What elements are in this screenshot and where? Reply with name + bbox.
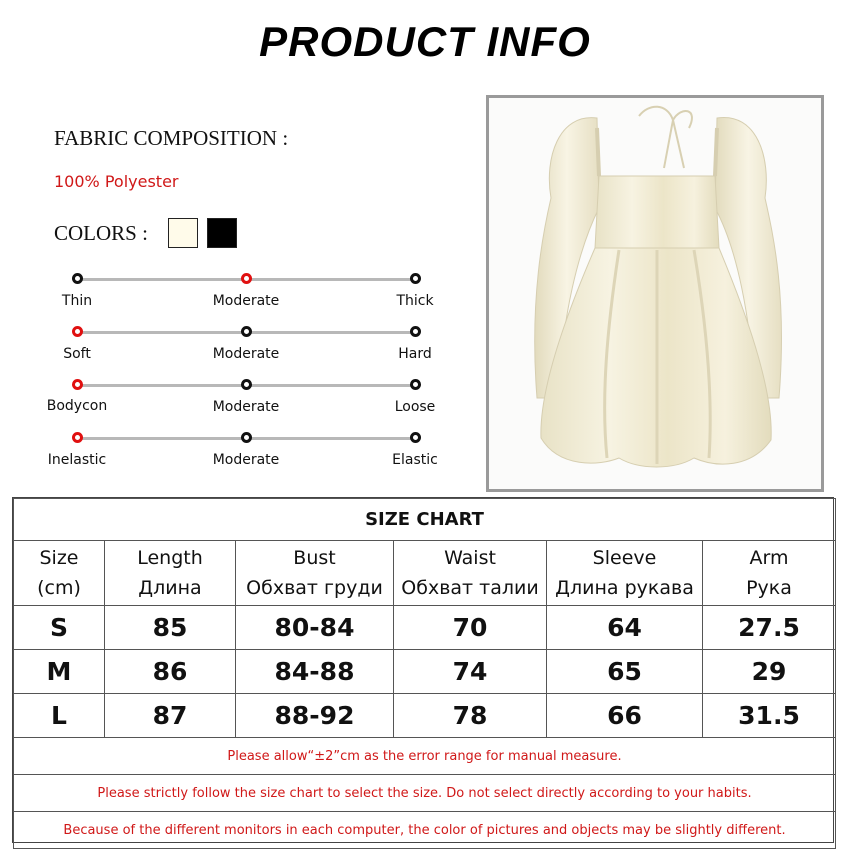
scale-dot-mid: [241, 432, 252, 443]
cell-length: 86: [105, 650, 236, 694]
cell-length: 87: [105, 694, 236, 738]
softness-scale: [0, 323, 480, 373]
cell-size: S: [14, 606, 105, 650]
scale-dot-mid-selected: [241, 273, 252, 284]
scale-dot-right: [410, 326, 421, 337]
dress-illustration: [489, 98, 821, 489]
scale-dot-left-selected: [72, 432, 83, 443]
color-swatch-black[interactable]: [207, 218, 237, 248]
scale-dot-right: [410, 273, 421, 284]
scale-dot-mid: [241, 326, 252, 337]
header-size: Size (cm): [14, 541, 105, 606]
fabric-composition-value: 100% Polyester: [54, 172, 179, 191]
cell-size: M: [14, 650, 105, 694]
fabric-composition-label: FABRIC COMPOSITION :: [54, 126, 289, 150]
cell-arm: 29: [703, 650, 836, 694]
scale-dot-left-selected: [72, 326, 83, 337]
product-photo: [486, 95, 824, 492]
cell-arm: 27.5: [703, 606, 836, 650]
header-length: Length Длина: [105, 541, 236, 606]
size-chart-table: [13, 498, 836, 849]
colors-label: COLORS :: [54, 221, 148, 245]
scale-label-left: Thin: [61, 293, 93, 309]
cell-bust: 88-92: [236, 694, 394, 738]
scale-label-right: Elastic: [392, 452, 438, 468]
color-swatch-cream[interactable]: [168, 218, 198, 248]
size-chart: [12, 497, 834, 843]
scale-dot-left-selected: [72, 379, 83, 390]
scale-label-mid: Moderate: [212, 452, 280, 468]
table-row: [14, 650, 836, 694]
scale-dot-right: [410, 432, 421, 443]
scale-dot-right: [410, 379, 421, 390]
elasticity-scale: [0, 429, 480, 479]
cell-waist: 78: [394, 694, 547, 738]
fit-scale: [0, 376, 480, 426]
size-chart-title: SIZE CHART: [14, 499, 836, 541]
scale-label-right: Thick: [396, 293, 434, 309]
cell-arm: 31.5: [703, 694, 836, 738]
cell-sleeve: 64: [547, 606, 703, 650]
header-sleeve: Sleeve Длина рукава: [547, 541, 703, 606]
scale-label-mid: Moderate: [212, 293, 280, 309]
note-measurement-error: Please allow“±2”cm as the error range for manual measure.: [14, 738, 836, 775]
header-bust: Bust Обхват груди: [236, 541, 394, 606]
page-title: PRODUCT INFO: [259, 18, 591, 65]
note-monitor-color: Because of the different monitors in each computer, the color of pictures and objects may be slightly different.: [14, 812, 836, 849]
cell-sleeve: 66: [547, 694, 703, 738]
thickness-scale: [0, 270, 480, 320]
cell-length: 85: [105, 606, 236, 650]
cell-waist: 70: [394, 606, 547, 650]
header-waist: Waist Обхват талии: [394, 541, 547, 606]
cell-bust: 84-88: [236, 650, 394, 694]
cell-sleeve: 65: [547, 650, 703, 694]
cell-waist: 74: [394, 650, 547, 694]
scale-label-mid: Moderate: [212, 346, 280, 362]
scale-label-left: Bodycon: [46, 398, 108, 414]
scale-label-left: Soft: [63, 346, 91, 362]
table-row: [14, 606, 836, 650]
note-follow-size-chart: Please strictly follow the size chart to select the size. Do not select directly according to your habits.: [14, 775, 836, 812]
header-arm: Arm Рука: [703, 541, 836, 606]
scale-dot-left: [72, 273, 83, 284]
cell-bust: 80-84: [236, 606, 394, 650]
table-header-row: [14, 541, 836, 606]
cell-size: L: [14, 694, 105, 738]
scale-label-right: Loose: [394, 399, 436, 415]
scale-dot-mid: [241, 379, 252, 390]
scale-label-left: Inelastic: [47, 452, 107, 468]
table-row: [14, 694, 836, 738]
scale-label-mid: Moderate: [212, 399, 280, 415]
scale-label-right: Hard: [398, 346, 432, 362]
